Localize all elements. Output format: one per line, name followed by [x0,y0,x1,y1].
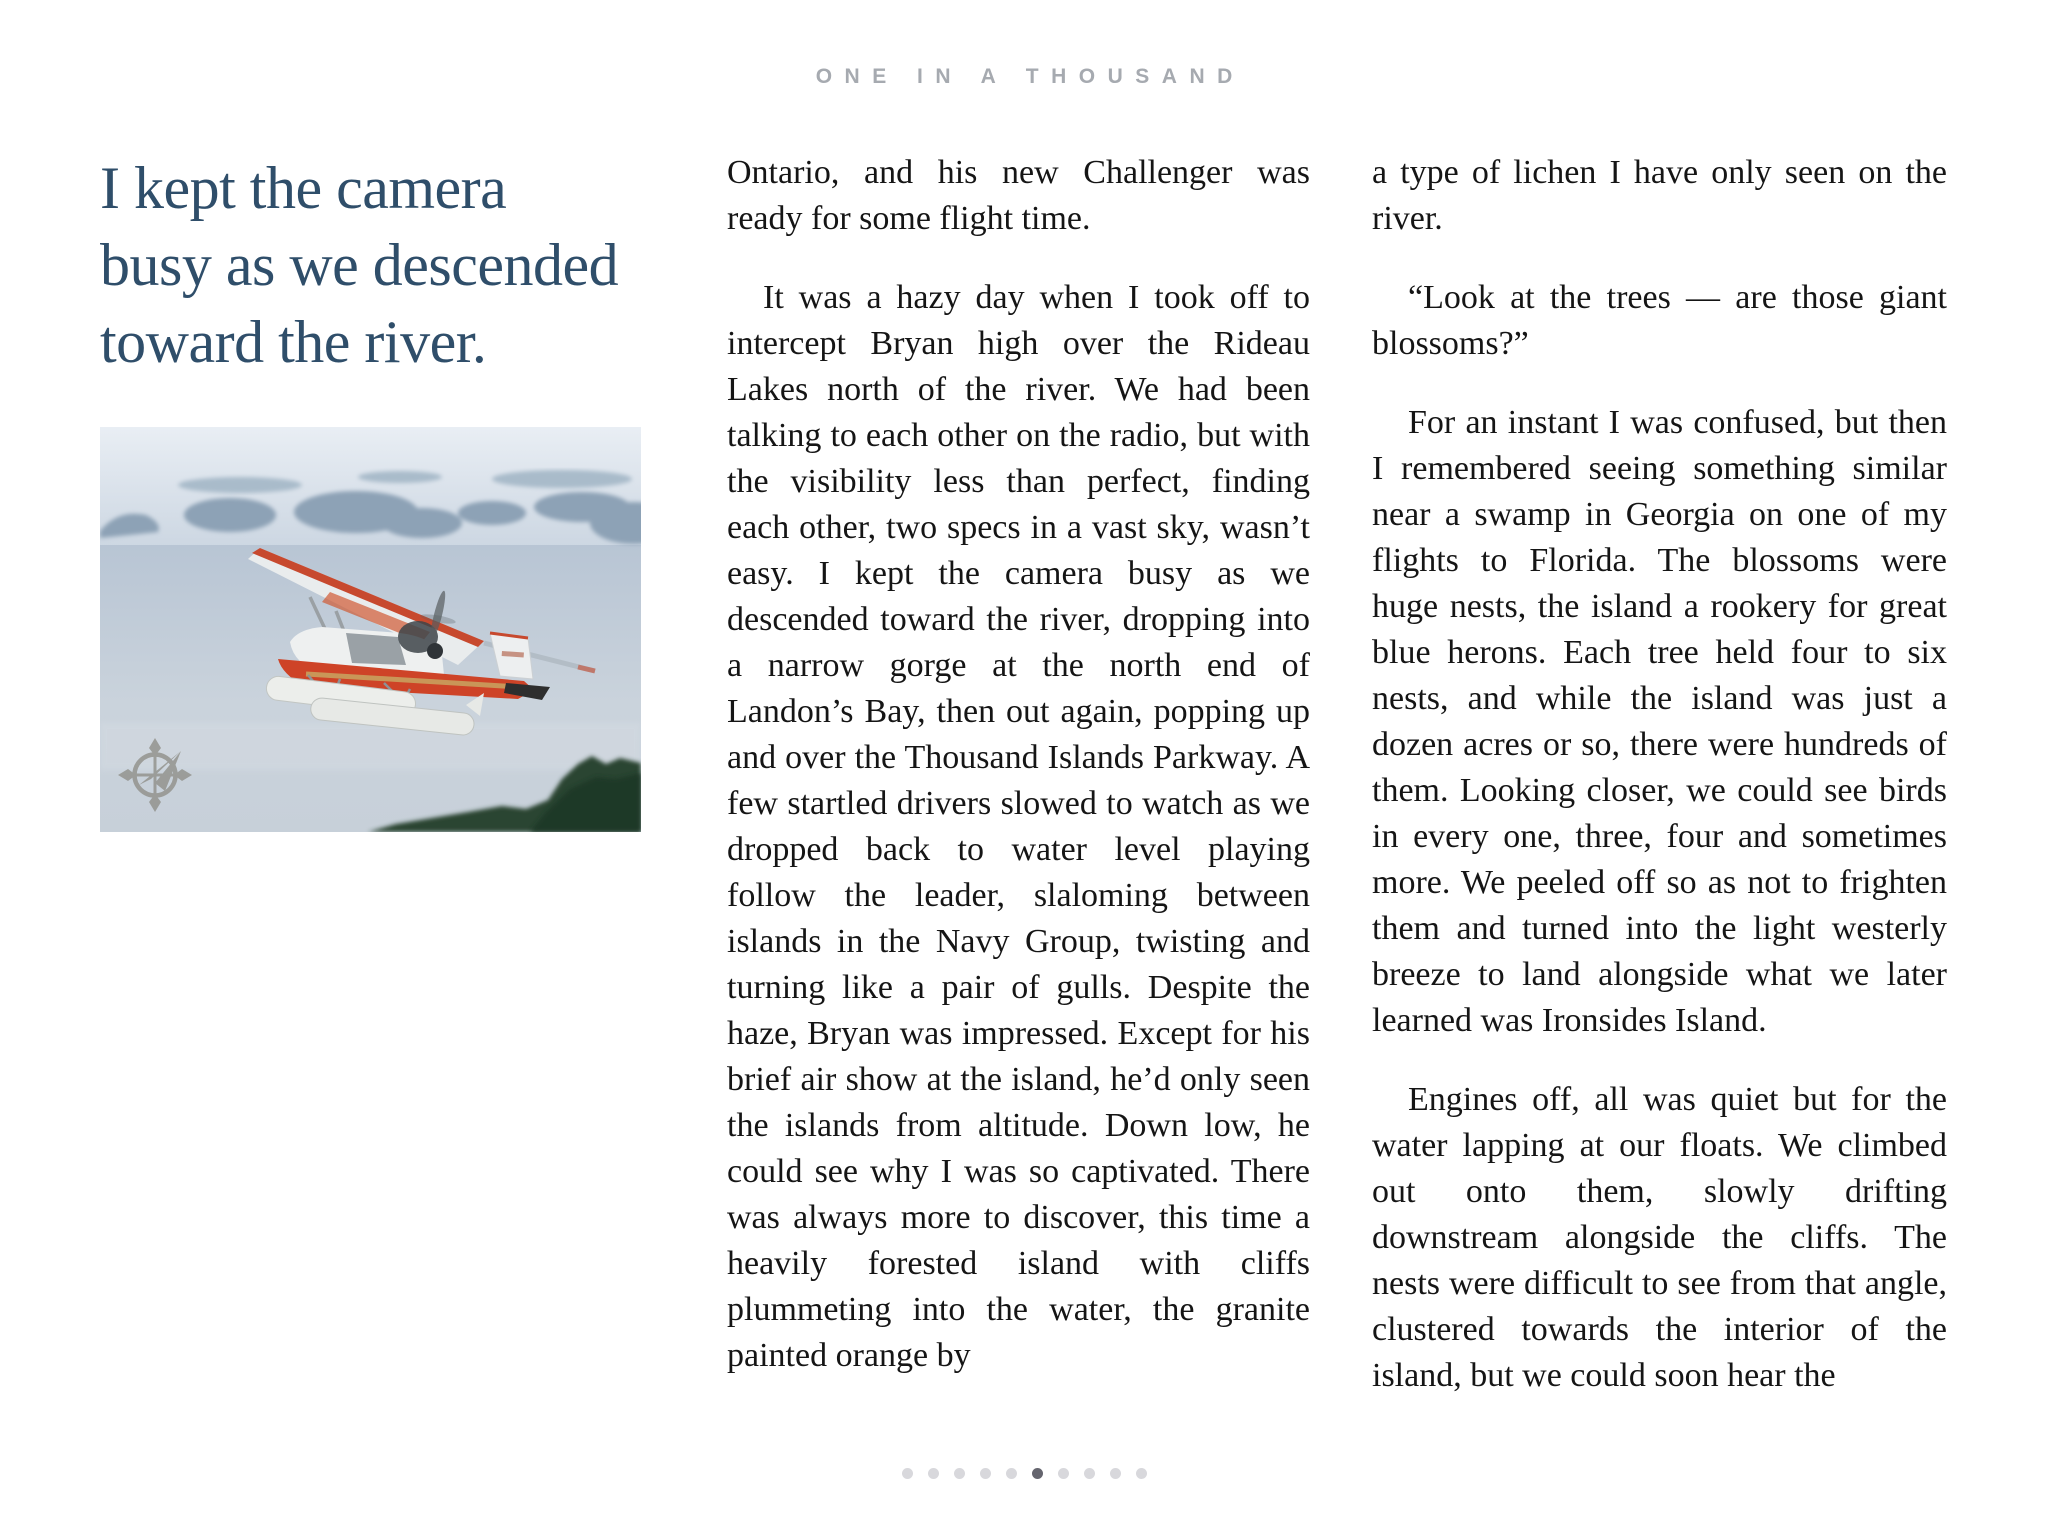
page-dot[interactable] [954,1468,965,1479]
pull-quote [100,150,641,381]
paragraph: Ontario, and his new Challenger was ready for some flight time. [727,154,1310,237]
pull-quote-line: I kept the camera [100,155,507,221]
page-dot[interactable] [1084,1468,1095,1479]
left-column [100,150,641,832]
page-dot-active[interactable] [1032,1468,1043,1479]
page-dot[interactable] [928,1468,939,1479]
page-dot[interactable] [1110,1468,1121,1479]
paragraph: Engines off, all was quiet but for the water lapping at our floats. We climbed out onto them, slowly drifting downstream alongside the cliffs. The nests were difficult to see from that angle, clustered towards the interior of the island, but we could soon hear the [1372,1081,1947,1394]
page-dot[interactable] [1006,1468,1017,1479]
seaplane-photo [100,427,641,832]
text-column-right [1372,150,1947,1399]
page-dot[interactable] [1058,1468,1069,1479]
paragraph: It was a hazy day when I took off to intercept Bryan high over the Rideau Lakes north of the river. We had been talking to each other on the radio, but with the visibility less than perfect, finding each other, two specs in a vast sky, wasn’t easy. I kept the camera busy as we descended toward the river, dropping into a narrow gorge at the north end of Landon’s Bay, then out again, popping up and over the Thousand Islands Parkway. A few startled drivers slowed to watch as we dropped back to water level playing follow the leader, slaloming between islands in the Navy Group, twisting and turning like a pair of gulls. Despite the haze, Bryan was impressed. Except for his brief air show at the island, he’d only seen the islands from altitude. Down low, he could see why I was so captivated. There was always more to discover, this time a heavily forested island with cliffs plummeting into the water, the granite painted orange by [727,279,1310,1374]
page-dot[interactable] [1136,1468,1147,1479]
paragraph: “Look at the trees — are those giant blossoms?” [1372,279,1947,362]
page-dot[interactable] [980,1468,991,1479]
pull-quote-line: busy as we descended [100,232,619,298]
paragraph: a type of lichen I have only seen on the river. [1372,154,1947,237]
pull-quote-line: toward the river. [100,309,487,375]
text-column-middle [727,150,1310,1379]
page-dots [0,1468,2048,1479]
page-dot[interactable] [902,1468,913,1479]
paragraph: For an instant I was confused, but then I remembered seeing something similar near a swamp in Georgia on one of my flights to Florida. The blossoms were huge nests, the island a rookery for great blue herons. Each tree held four to six nests, and while the island was just a dozen acres or so, there were hundreds of them. Looking closer, we could see birds in every one, three, four and sometimes more. We peeled off so as not to frighten them and turned into the light westerly breeze to land alongside what we later learned was Ironsides Island. [1372,404,1947,1039]
running-header: ONE IN A THOUSAND [815,65,1245,88]
seaplane-photo-art [100,427,641,832]
